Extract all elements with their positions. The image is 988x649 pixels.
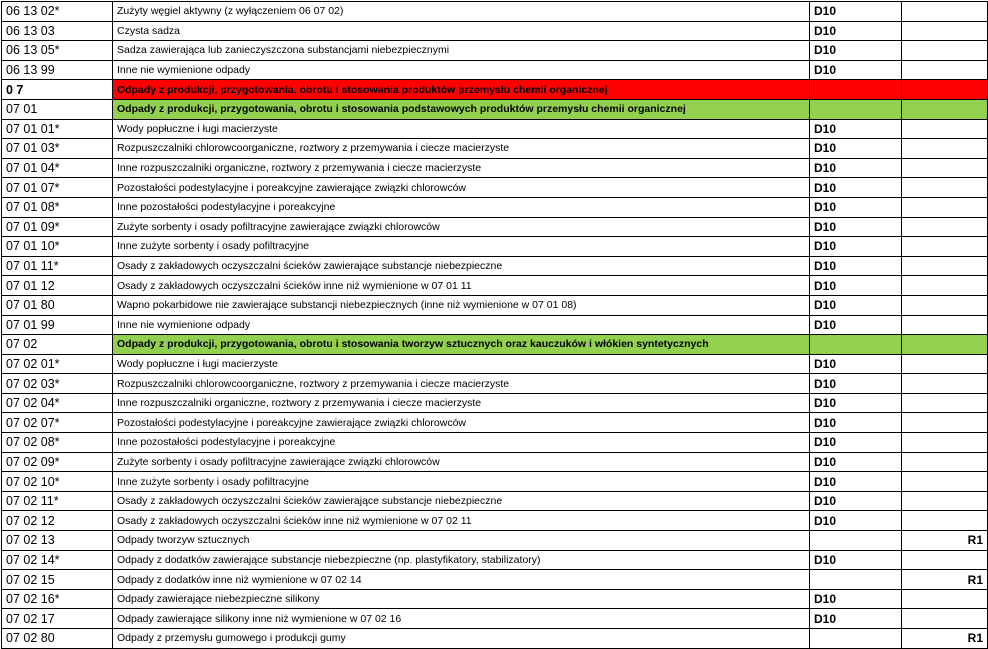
disposal-code-cell: D10 — [810, 295, 902, 315]
disposal-code-cell: D10 — [810, 41, 902, 61]
waste-code-cell: 07 02 17 — [2, 609, 113, 629]
recovery-code-cell — [902, 511, 988, 531]
table-row — [2, 413, 988, 433]
recovery-code-cell — [902, 295, 988, 315]
recovery-code-cell — [902, 550, 988, 570]
waste-description-cell: Rozpuszczalniki chlorowcoorganiczne, roztwory z przemywania i ciecze macierzyste — [113, 139, 810, 159]
table-row — [2, 197, 988, 217]
waste-code-cell: 07 01 — [2, 99, 113, 119]
waste-description-cell: Inne nie wymienione odpady — [113, 60, 810, 80]
recovery-code-cell — [902, 99, 988, 119]
waste-code-cell: 06 13 05* — [2, 41, 113, 61]
table-row — [2, 570, 988, 590]
recovery-code-cell — [902, 41, 988, 61]
table-row — [2, 119, 988, 139]
waste-code-cell: 07 01 10* — [2, 237, 113, 257]
disposal-code-cell: D10 — [810, 511, 902, 531]
waste-code-cell: 0 7 — [2, 80, 113, 100]
table-row — [2, 374, 988, 394]
waste-description-cell: Inne rozpuszczalniki organiczne, roztwory z przemywania i ciecze macierzyste — [113, 393, 810, 413]
recovery-code-cell — [902, 139, 988, 159]
disposal-code-cell: D10 — [810, 276, 902, 296]
disposal-code-cell: D10 — [810, 433, 902, 453]
disposal-code-cell — [810, 80, 902, 100]
recovery-code-cell — [902, 491, 988, 511]
disposal-code-cell — [810, 629, 902, 649]
disposal-code-cell: D10 — [810, 60, 902, 80]
recovery-code-cell: R1 — [902, 531, 988, 551]
recovery-code-cell — [902, 315, 988, 335]
recovery-code-cell — [902, 413, 988, 433]
disposal-code-cell: D10 — [810, 354, 902, 374]
waste-description-cell: Osady z zakładowych oczyszczalni ścieków inne niż wymienione w 07 02 11 — [113, 511, 810, 531]
waste-code-cell: 07 02 04* — [2, 393, 113, 413]
disposal-code-cell: D10 — [810, 374, 902, 394]
waste-code-cell: 07 02 01* — [2, 354, 113, 374]
table-row — [2, 629, 988, 649]
recovery-code-cell — [902, 80, 988, 100]
waste-description-cell: Odpady tworzyw sztucznych — [113, 531, 810, 551]
disposal-code-cell: D10 — [810, 256, 902, 276]
table-row — [2, 452, 988, 472]
waste-code-cell: 07 02 14* — [2, 550, 113, 570]
disposal-code-cell: D10 — [810, 315, 902, 335]
waste-description-cell: Wapno pokarbidowe nie zawierające substancji niebezpiecznych (inne niż wymienione w 07 01 08) — [113, 295, 810, 315]
table-row — [2, 2, 988, 22]
waste-description-cell: Osady z zakładowych oczyszczalni ścieków zawierające substancje niebezpieczne — [113, 491, 810, 511]
disposal-code-cell: D10 — [810, 178, 902, 198]
disposal-code-cell — [810, 335, 902, 355]
table-row — [2, 491, 988, 511]
waste-description-cell: Odpady zawierające niebezpieczne silikony — [113, 589, 810, 609]
waste-code-cell: 07 01 12 — [2, 276, 113, 296]
table-row — [2, 335, 988, 355]
waste-code-cell: 06 13 99 — [2, 60, 113, 80]
waste-code-cell: 07 02 16* — [2, 589, 113, 609]
waste-description-cell: Czysta sadza — [113, 21, 810, 41]
disposal-code-cell: D10 — [810, 217, 902, 237]
disposal-code-cell: D10 — [810, 589, 902, 609]
waste-description-cell: Rozpuszczalniki chlorowcoorganiczne, roztwory z przemywania i ciecze macierzyste — [113, 374, 810, 394]
recovery-code-cell: R1 — [902, 570, 988, 590]
waste-description-cell: Inne pozostałości podestylacyjne i poreakcyjne — [113, 197, 810, 217]
disposal-code-cell — [810, 531, 902, 551]
disposal-code-cell: D10 — [810, 158, 902, 178]
disposal-code-cell: D10 — [810, 452, 902, 472]
table-row — [2, 550, 988, 570]
waste-description-cell: Pozostałości podestylacyjne i poreakcyjne zawierające związki chlorowców — [113, 413, 810, 433]
waste-description-cell: Zużyte sorbenty i osady pofiltracyjne zawierające związki chlorowców — [113, 452, 810, 472]
recovery-code-cell — [902, 237, 988, 257]
recovery-code-cell: R1 — [902, 629, 988, 649]
disposal-code-cell: D10 — [810, 472, 902, 492]
waste-code-cell: 07 02 15 — [2, 570, 113, 590]
recovery-code-cell — [902, 354, 988, 374]
table-row — [2, 60, 988, 80]
recovery-code-cell — [902, 609, 988, 629]
table-row — [2, 531, 988, 551]
table-row — [2, 237, 988, 257]
waste-code-cell: 07 02 13 — [2, 531, 113, 551]
table-row — [2, 217, 988, 237]
waste-description-cell: Inne nie wymienione odpady — [113, 315, 810, 335]
waste-description-cell: Wody popłuczne i ługi macierzyste — [113, 354, 810, 374]
waste-code-table — [1, 1, 988, 649]
disposal-code-cell: D10 — [810, 237, 902, 257]
recovery-code-cell — [902, 589, 988, 609]
recovery-code-cell — [902, 433, 988, 453]
table-row — [2, 609, 988, 629]
recovery-code-cell — [902, 119, 988, 139]
waste-code-cell: 07 01 11* — [2, 256, 113, 276]
recovery-code-cell — [902, 197, 988, 217]
waste-description-cell: Osady z zakładowych oczyszczalni ścieków inne niż wymienione w 07 01 11 — [113, 276, 810, 296]
recovery-code-cell — [902, 60, 988, 80]
table-row — [2, 315, 988, 335]
waste-code-cell: 07 01 07* — [2, 178, 113, 198]
waste-code-cell: 07 01 99 — [2, 315, 113, 335]
waste-code-cell: 07 02 12 — [2, 511, 113, 531]
waste-code-cell: 07 01 04* — [2, 158, 113, 178]
recovery-code-cell — [902, 374, 988, 394]
disposal-code-cell: D10 — [810, 119, 902, 139]
table-row — [2, 178, 988, 198]
waste-code-cell: 07 02 07* — [2, 413, 113, 433]
disposal-code-cell: D10 — [810, 393, 902, 413]
waste-code-cell: 07 02 08* — [2, 433, 113, 453]
recovery-code-cell — [902, 158, 988, 178]
waste-code-cell: 07 02 03* — [2, 374, 113, 394]
waste-description-cell: Odpady z dodatków zawierające substancje niebezpieczne (np. plastyfikatory, stabilizatory) — [113, 550, 810, 570]
disposal-code-cell: D10 — [810, 609, 902, 629]
waste-code-cell: 07 02 — [2, 335, 113, 355]
table-row — [2, 354, 988, 374]
disposal-code-cell: D10 — [810, 139, 902, 159]
table-row — [2, 276, 988, 296]
table-row — [2, 41, 988, 61]
waste-description-cell: Wody popłuczne i ługi macierzyste — [113, 119, 810, 139]
recovery-code-cell — [902, 393, 988, 413]
waste-code-cell: 07 02 09* — [2, 452, 113, 472]
table-row — [2, 295, 988, 315]
waste-code-cell: 07 01 09* — [2, 217, 113, 237]
waste-description-cell: Pozostałości podestylacyjne i poreakcyjne zawierające związki chlorowców — [113, 178, 810, 198]
waste-description-cell: Odpady z produkcji, przygotowania, obrotu i stosowania podstawowych produktów przemysłu chemii organicznej — [113, 99, 810, 119]
table-row — [2, 256, 988, 276]
recovery-code-cell — [902, 472, 988, 492]
disposal-code-cell: D10 — [810, 550, 902, 570]
disposal-code-cell: D10 — [810, 413, 902, 433]
waste-description-cell: Inne zużyte sorbenty i osady pofiltracyjne — [113, 472, 810, 492]
waste-description-cell: Odpady z przemysłu gumowego i produkcji gumy — [113, 629, 810, 649]
recovery-code-cell — [902, 217, 988, 237]
waste-description-cell: Odpady z dodatków inne niż wymienione w 07 02 14 — [113, 570, 810, 590]
waste-code-cell: 07 01 03* — [2, 139, 113, 159]
table-row — [2, 393, 988, 413]
waste-code-cell: 07 01 80 — [2, 295, 113, 315]
waste-code-cell: 06 13 02* — [2, 2, 113, 22]
table-row — [2, 99, 988, 119]
waste-description-cell: Odpady z produkcji, przygotowania, obrotu i stosowania produktów przemysłu chemii organicznej — [113, 80, 810, 100]
recovery-code-cell — [902, 178, 988, 198]
waste-code-cell: 07 02 80 — [2, 629, 113, 649]
waste-code-cell: 07 02 11* — [2, 491, 113, 511]
disposal-code-cell — [810, 570, 902, 590]
table-row — [2, 433, 988, 453]
recovery-code-cell — [902, 335, 988, 355]
disposal-code-cell: D10 — [810, 21, 902, 41]
waste-description-cell: Inne zużyte sorbenty i osady pofiltracyjne — [113, 237, 810, 257]
waste-code-cell: 06 13 03 — [2, 21, 113, 41]
waste-description-cell: Inne pozostałości podestylacyjne i poreakcyjne — [113, 433, 810, 453]
waste-description-cell: Odpady z produkcji, przygotowania, obrotu i stosowania tworzyw sztucznych oraz kauczuków i włókien syntetycznych — [113, 335, 810, 355]
table-row — [2, 472, 988, 492]
waste-code-cell: 07 02 10* — [2, 472, 113, 492]
disposal-code-cell: D10 — [810, 2, 902, 22]
recovery-code-cell — [902, 276, 988, 296]
waste-description-cell: Osady z zakładowych oczyszczalni ścieków zawierające substancje niebezpieczne — [113, 256, 810, 276]
waste-code-cell: 07 01 08* — [2, 197, 113, 217]
waste-description-cell: Zużyty węgiel aktywny (z wyłączeniem 06 07 02) — [113, 2, 810, 22]
recovery-code-cell — [902, 256, 988, 276]
disposal-code-cell: D10 — [810, 197, 902, 217]
recovery-code-cell — [902, 452, 988, 472]
table-row — [2, 158, 988, 178]
recovery-code-cell — [902, 21, 988, 41]
table-row — [2, 21, 988, 41]
disposal-code-cell — [810, 99, 902, 119]
waste-description-cell: Odpady zawierające silikony inne niż wymienione w 07 02 16 — [113, 609, 810, 629]
waste-description-cell: Inne rozpuszczalniki organiczne, roztwory z przemywania i ciecze macierzyste — [113, 158, 810, 178]
recovery-code-cell — [902, 2, 988, 22]
table-row — [2, 80, 988, 100]
disposal-code-cell: D10 — [810, 491, 902, 511]
waste-description-cell: Zużyte sorbenty i osady pofiltracyjne zawierające związki chlorowców — [113, 217, 810, 237]
table-row — [2, 511, 988, 531]
table-row — [2, 589, 988, 609]
table-row — [2, 139, 988, 159]
waste-description-cell: Sadza zawierająca lub zanieczyszczona substancjami niebezpiecznymi — [113, 41, 810, 61]
table-body — [2, 2, 988, 649]
waste-code-cell: 07 01 01* — [2, 119, 113, 139]
